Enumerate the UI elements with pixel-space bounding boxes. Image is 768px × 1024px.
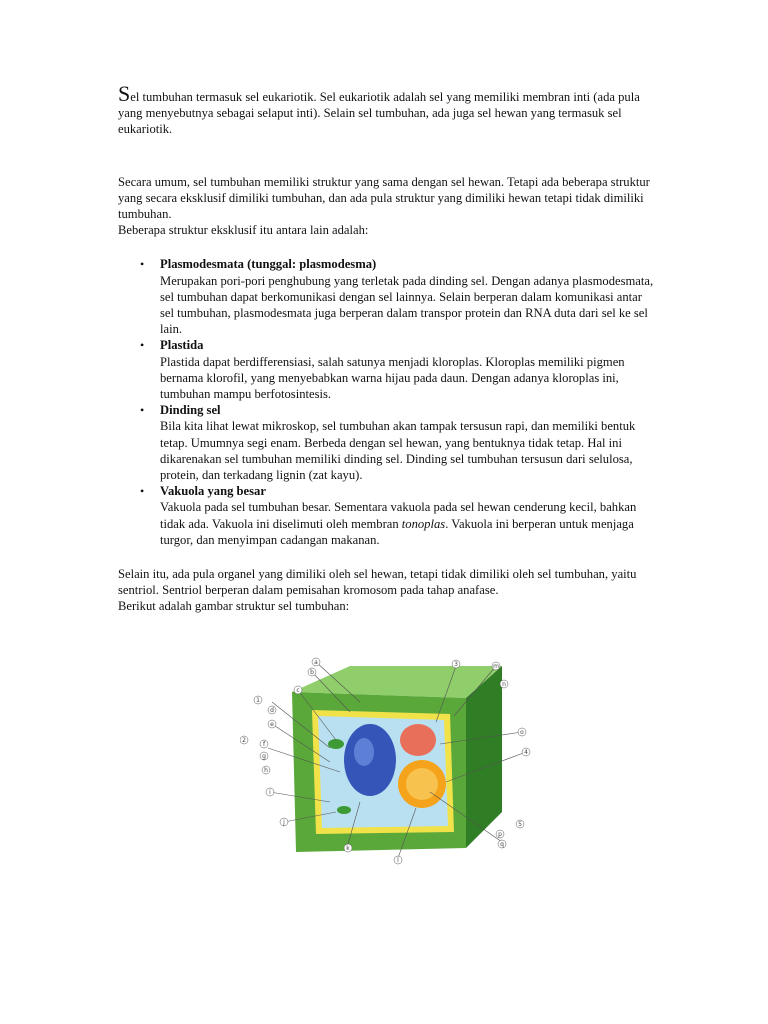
- item-body-emphasis: tonoplas: [401, 516, 446, 531]
- figure-intro: Berikut adalah gambar struktur sel tumbuhan:: [118, 599, 350, 614]
- svg-text:j: j: [283, 819, 285, 826]
- bullet-icon: •: [140, 338, 145, 353]
- chloroplast: [337, 806, 351, 814]
- svg-text:e: e: [270, 721, 274, 728]
- svg-text:3: 3: [454, 661, 458, 668]
- intro-text: el tumbuhan termasuk sel eukariotik. Sel eukariotik adalah sel yang memiliki membran inti (ada pula yang menyebutnya sebagai selaput inti). Selain sel tumbuhan, ada juga sel hewan yang termasuk sel eukariotik.: [118, 90, 640, 137]
- svg-text:2: 2: [242, 737, 246, 744]
- item-body-start: Vakuola pada sel tumbuhan besar. Sementara vakuola pada sel hewan cenderung kecil, bahkan tidak ada. Vakuola ini diselimuti oleh membran: [160, 500, 637, 531]
- bullet-icon: •: [140, 403, 145, 418]
- svg-text:4: 4: [524, 749, 528, 756]
- list-item: [140, 337, 658, 402]
- svg-text:f: f: [262, 741, 266, 748]
- intro-paragraph: [118, 81, 658, 138]
- plant-cell-figure: [240, 652, 540, 870]
- bullet-icon: •: [140, 257, 145, 272]
- svg-text:n: n: [502, 681, 506, 688]
- list-item: [140, 483, 658, 548]
- item-body: Merupakan pori-pori penghubung yang terletak pada dinding sel. Dengan adanya plasmodesmata, sel tumbuhan dapat berkomunikasi dengan sel lainnya. Selain berperan dalam komunikasi antar sel tumbuhan, plasmodesmata juga berperan dalam transpor protein dan RNA duta dari sel ke sel lain.: [160, 273, 654, 337]
- svg-text:g: g: [262, 753, 266, 760]
- drop-cap: S: [118, 81, 131, 106]
- closing-paragraph: [118, 566, 658, 615]
- svg-text:p: p: [498, 831, 502, 838]
- item-title: Plastida: [160, 338, 204, 353]
- golgi-apparatus: [400, 724, 436, 756]
- document-body: [118, 81, 658, 615]
- structure-list: [118, 256, 658, 548]
- general-lead: Beberapa struktur eksklusif itu antara lain adalah:: [118, 223, 369, 238]
- svg-text:m: m: [493, 663, 499, 670]
- svg-text:c: c: [296, 687, 300, 694]
- vacuole-inner: [406, 768, 438, 800]
- svg-text:d: d: [270, 707, 274, 714]
- nucleolus: [354, 738, 374, 766]
- svg-text:i: i: [269, 789, 271, 796]
- item-title: Vakuola yang besar: [160, 484, 266, 499]
- svg-text:k: k: [346, 845, 350, 852]
- chloroplast: [328, 739, 344, 749]
- item-body-end: . Vakuola ini berperan untuk menjaga turgor, dan menyimpan cadangan makanan.: [160, 516, 634, 547]
- svg-text:l: l: [397, 857, 399, 864]
- svg-text:h: h: [264, 767, 268, 774]
- svg-text:b: b: [310, 669, 314, 676]
- list-item: [140, 402, 658, 483]
- svg-text:5: 5: [518, 821, 522, 828]
- general-paragraph: [118, 174, 658, 239]
- svg-text:1: 1: [256, 697, 260, 704]
- closing-text: Selain itu, ada pula organel yang dimiliki oleh sel hewan, tetapi tidak dimiliki oleh sel tumbuhan, yaitu sentriol. Sentriol berperan dalam pemisahan kromosom pada tahap anafase.: [118, 567, 637, 598]
- list-item: [140, 256, 658, 337]
- item-title: Plasmodesmata (tunggal: plasmodesma): [160, 257, 377, 272]
- item-body: Plastida dapat berdifferensiasi, salah satunya menjadi kloroplas. Kloroplas memiliki pigmen bernama klorofil, yang menyebabkan warna hijau pada daun. Dengan adanya kloroplas ini, tumbuhan mampu berfotosintesis.: [160, 354, 625, 402]
- bullet-icon: •: [140, 484, 145, 499]
- svg-text:q: q: [500, 841, 504, 848]
- item-body: [160, 500, 636, 546]
- svg-text:o: o: [520, 729, 524, 736]
- svg-text:a: a: [314, 659, 318, 666]
- plant-cell-diagram: [240, 652, 540, 870]
- general-text: Secara umum, sel tumbuhan memiliki struktur yang sama dengan sel hewan. Tetapi ada beberapa struktur yang secara eksklusif dimiliki tumbuhan, dan ada pula struktur yang dimiliki hewan tetapi tidak dimiliki tumbuhan.: [118, 174, 650, 222]
- item-title: Dinding sel: [160, 403, 221, 418]
- item-body: Bila kita lihat lewat mikroskop, sel tumbuhan akan tampak tersusun rapi, dan memiliki bentuk tetap. Umumnya segi enam. Berbeda dengan sel hewan, yang bentuknya tidak tetap. Hal ini dikarenakan sel tumbuhan memiliki dinding sel. Dinding sel tumbuhan tersusun dari selulosa, protein, dan terkadang lignin (zat kayu).: [160, 419, 636, 483]
